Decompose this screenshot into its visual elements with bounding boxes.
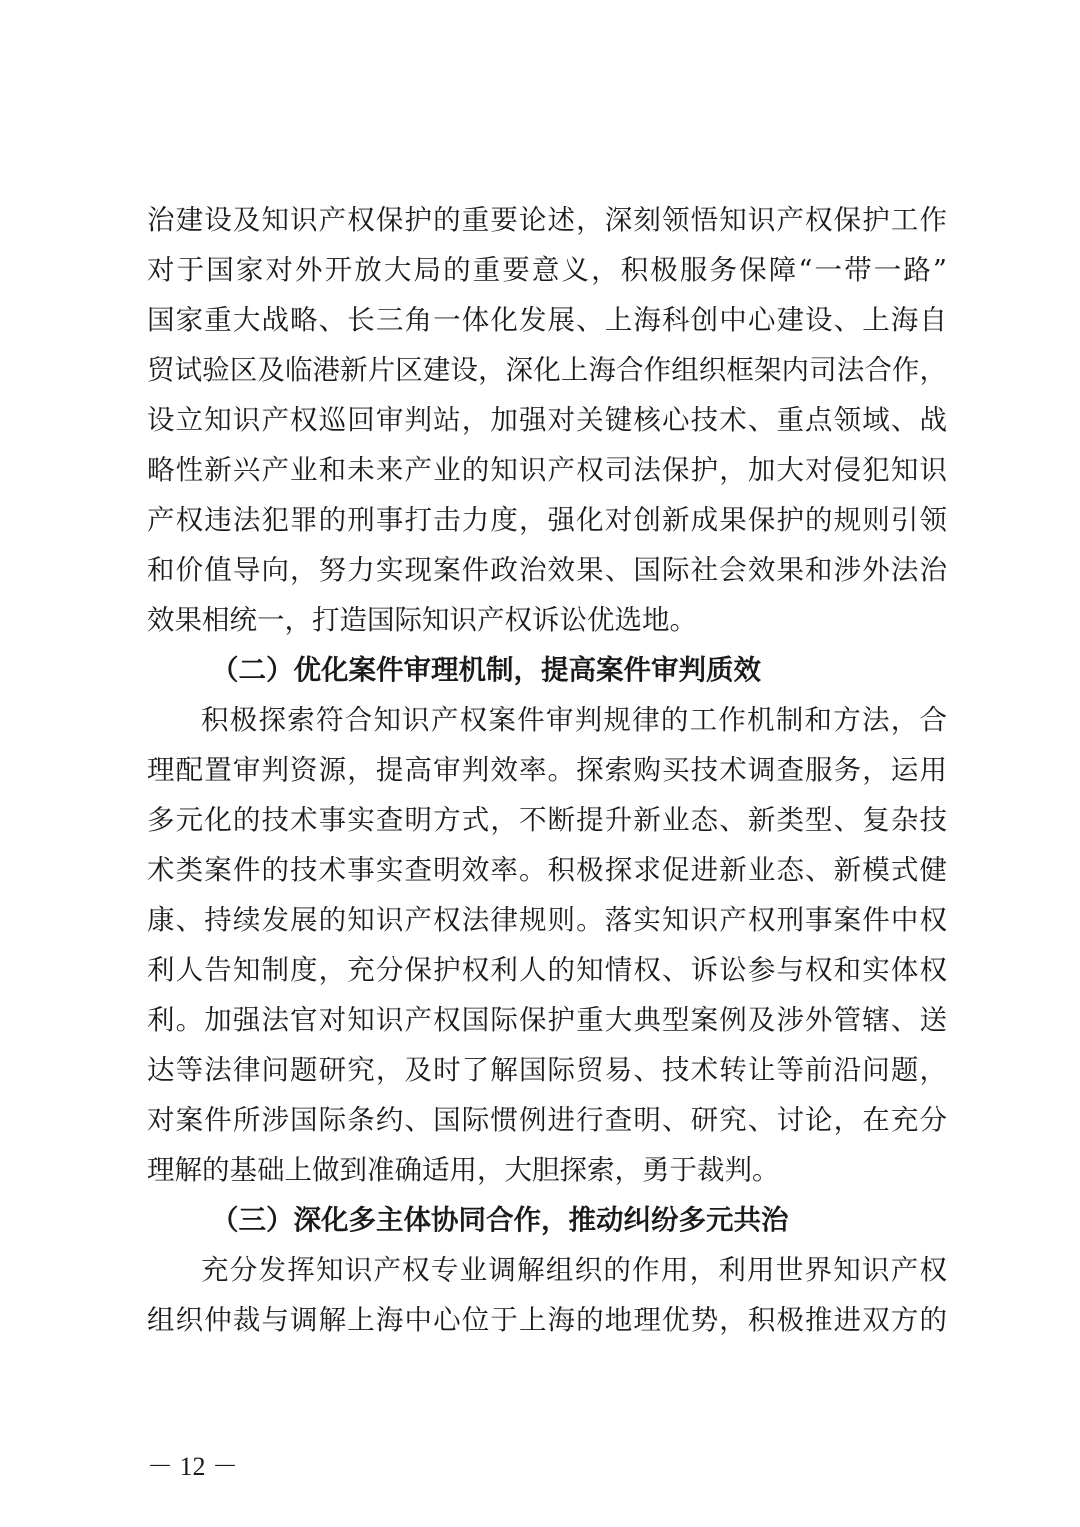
body-text-line: 对于国家对外开放大局的重要意义，积极服务保障“一带一路”	[147, 254, 947, 286]
body-text-line: 康、持续发展的知识产权法律规则。落实知识产权刑事案件中权	[147, 904, 947, 936]
body-text-line: 理解的基础上做到准确适用，大胆探索，勇于裁判。	[147, 1154, 780, 1186]
body-text-line: 贸试验区及临港新片区建设，深化上海合作组织框架内司法合作，	[147, 354, 947, 386]
body-text-line: 略性新兴产业和未来产业的知识产权司法保护，加大对侵犯知识	[147, 454, 947, 486]
body-text-line: 理配置审判资源，提高审判效率。探索购买技术调查服务，运用	[147, 754, 947, 786]
body-text-line: 积极探索符合知识产权案件审判规律的工作机制和方法，合	[201, 704, 947, 736]
body-text-line: 充分发挥知识产权专业调解组织的作用，利用世界知识产权	[201, 1254, 947, 1286]
body-text-line: 利人告知制度，充分保护权利人的知情权、诉讼参与权和实体权	[147, 954, 947, 986]
body-text-line: 术类案件的技术事实查明效率。积极探求促进新业态、新模式健	[147, 854, 947, 886]
body-text-line: 设立知识产权巡回审判站，加强对关键核心技术、重点领域、战	[147, 404, 947, 436]
body-text-line: 和价值导向，努力实现案件政治效果、国际社会效果和涉外法治	[147, 554, 947, 586]
body-text-line: 治建设及知识产权保护的重要论述，深刻领悟知识产权保护工作	[147, 204, 947, 236]
body-text-line: 国家重大战略、长三角一体化发展、上海科创中心建设、上海自	[147, 304, 947, 336]
page-number: － 12 －	[147, 1452, 239, 1481]
body-text-line: 多元化的技术事实查明方式，不断提升新业态、新类型、复杂技	[147, 804, 947, 836]
section-heading: （二）优化案件审理机制，提高案件审判质效	[211, 654, 761, 686]
body-text-line: 效果相统一，打造国际知识产权诉讼优选地。	[147, 604, 697, 636]
section-heading: （三）深化多主体协同合作，推动纠纷多元共治	[211, 1204, 789, 1236]
body-text-line: 对案件所涉国际条约、国际惯例进行查明、研究、讨论，在充分	[147, 1104, 947, 1136]
body-text-line: 达等法律问题研究，及时了解国际贸易、技术转让等前沿问题，	[147, 1054, 947, 1086]
body-text-line: 产权违法犯罪的刑事打击力度，强化对创新成果保护的规则引领	[147, 504, 947, 536]
body-text-line: 利。加强法官对知识产权国际保护重大典型案例及涉外管辖、送	[147, 1004, 947, 1036]
body-text-line: 组织仲裁与调解上海中心位于上海的地理优势，积极推进双方的	[147, 1304, 947, 1336]
